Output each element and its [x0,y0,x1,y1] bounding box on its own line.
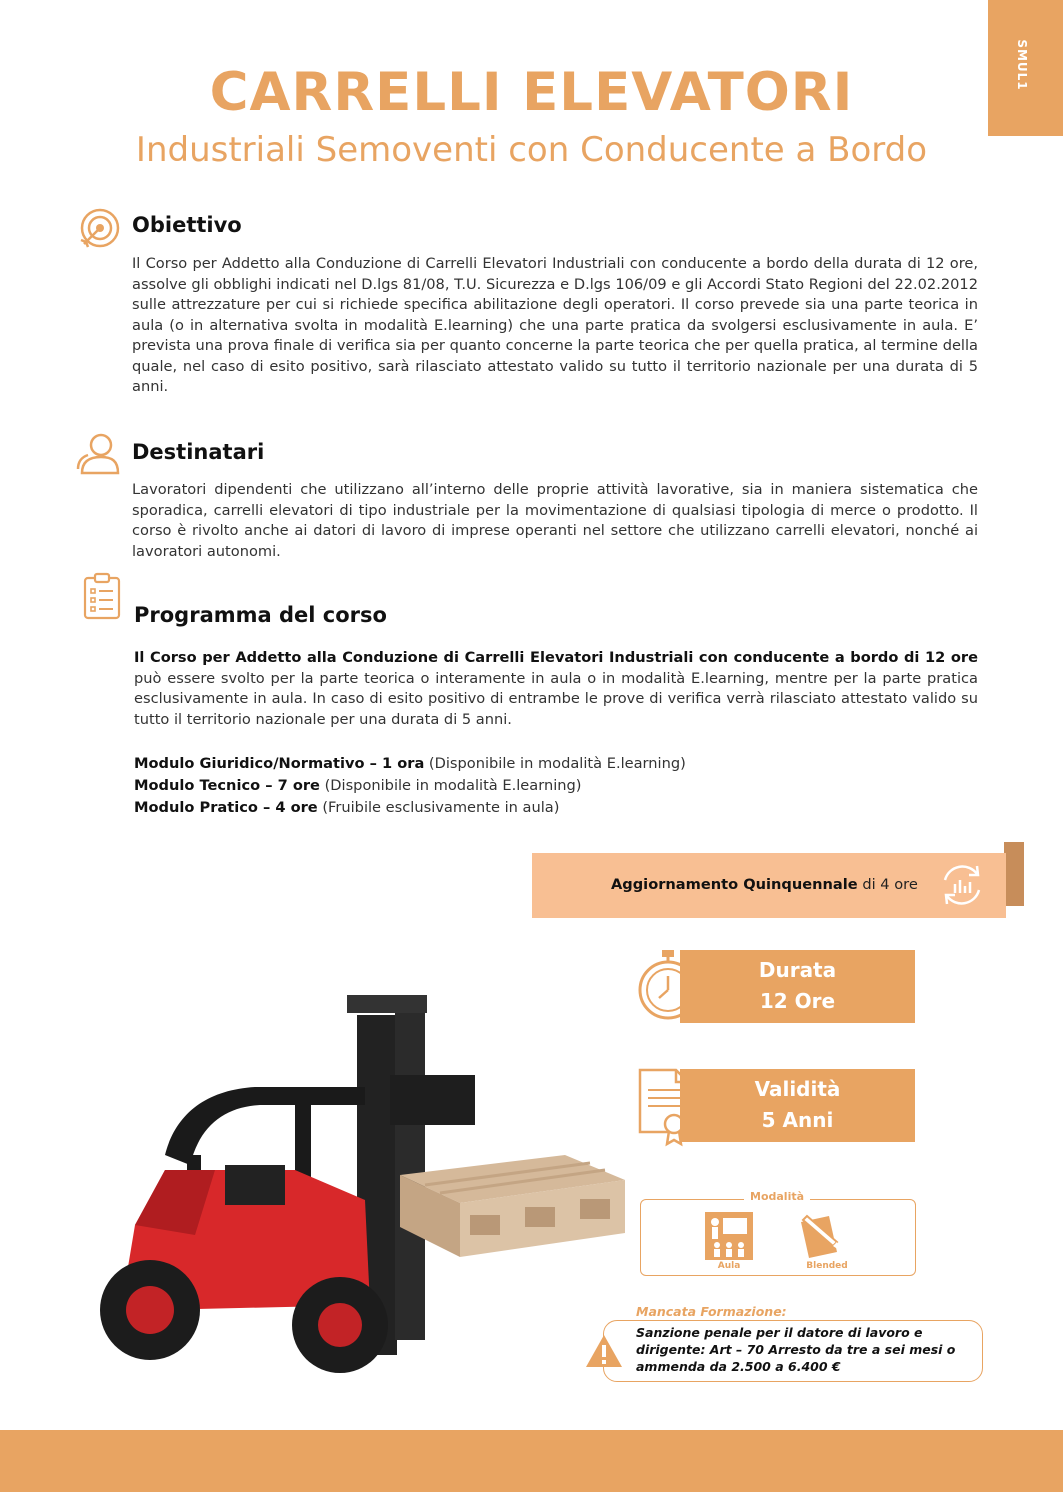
durata-value: 12 Ore [759,989,836,1013]
validita-value: 5 Anni [761,1108,834,1132]
programma-text [134,648,978,730]
forklift-image [95,995,625,1380]
module-item [134,775,581,797]
programma-intro-rest: può essere svolto per la parte teorica o interamente in aula o in modalità E.learning, mentre per la parte pratica esclusivamente in aula. In caso di esito positivo di entrambe le prove di verifica verrà rilasciato attestato valido su tutto il territorio nazionale per una durata di 5 anni. [134,669,978,728]
modalita-label: Modalità [744,1190,810,1203]
durata-label: Durata [758,958,837,982]
aggiornamento-fold [1004,842,1024,906]
module-note: (Disponibile in modalità E.learning) [319,777,582,794]
aggiornamento-text [611,876,918,893]
obiettivo-text: Il Corso per Addetto alla Conduzione di Carrelli Elevatori Industriali con conducente a bordo della durata di 12 ore, assolve gli obblighi indicati nel D.lgs 81/08, T.U. Sicurezza e D.lgs 106/09 e gli Accordi Stato Regioni del 22.02.2012 sulle attrezzature per cui si richiede specifica abilitazione degli operatori. Il corso prevede sia una parte teorica in aula (o in alternativa svolta in modalità E.learning) che una parte pratica da svolgersi esclusivamente in aula. E’ prevista una prova finale di verifica sia per quanto concerne la parte teorica che per quella pratica, al termine della quale, nel caso di esito positivo, sarà rilasciato attestato valido su tutto il territorio nazionale per una durata di 5 anni. [132,255,978,395]
mancata-text: Sanzione penale per il datore di lavoro e dirigente: Art – 70 Arresto da tre a sei mesi o ammenda da 2.500 a 6.400 € [636,1325,956,1374]
destinatari-heading: Destinatari [132,440,265,464]
classroom-icon [705,1212,753,1260]
programma-heading: Programma del corso [134,603,387,627]
validita-label: Validità [754,1077,841,1101]
module-item [134,753,686,775]
programma-intro-bold: Il Corso per Addetto alla Conduzione di Carrelli Elevatori Industriali con conducente a bordo di 12 ore [134,649,978,666]
warning-icon [584,1333,624,1369]
aggiornamento-bold: Aggiornamento Quinquennale [611,876,858,893]
refresh-chart-icon [937,860,987,910]
page-subtitle: Industriali Semoventi con Conducente a Bordo [135,130,928,170]
clipboard-icon [82,572,122,620]
modalita-box [640,1199,916,1276]
module-note: (Disponibile in modalità E.learning) [424,755,686,772]
destinatari-text: Lavoratori dipendenti che utilizzano all’interno delle proprie attività lavorative, sia in maniera sistematica che sporadica, carrelli elevatori di tipo industriale per la movimentazione di qualsiasi tipologia di merce o prodotto. Il corso è rivolto anche ai datori di lavoro di imprese operanti nel settore che utilizzano carrelli elevatori, nonché ai lavoratori autonomi. [132,481,978,560]
module-name: Modulo Tecnico – 7 ore [134,777,320,794]
module-item [134,797,559,819]
durata-box [680,950,915,1023]
mancata-title: Mancata Formazione: [636,1304,787,1319]
document-code: SMUL1 [1015,39,1029,91]
obiettivo-heading: Obiettivo [132,213,242,237]
modalita-aula-label: Aula [717,1261,741,1271]
target-icon [78,206,122,250]
module-name: Modulo Pratico – 4 ore [134,799,318,816]
modalita-blended-label: Blended [806,1261,848,1271]
user-icon [76,431,122,475]
module-name: Modulo Giuridico/Normativo – 1 ora [134,755,425,772]
aggiornamento-rest: di 4 ore [857,876,918,893]
footer-bar [0,1430,1063,1492]
page-title: CARRELLI ELEVATORI [209,62,854,123]
pencil-document-icon [793,1212,845,1260]
validita-box [680,1069,915,1142]
module-note: (Fruibile esclusivamente in aula) [317,799,560,816]
